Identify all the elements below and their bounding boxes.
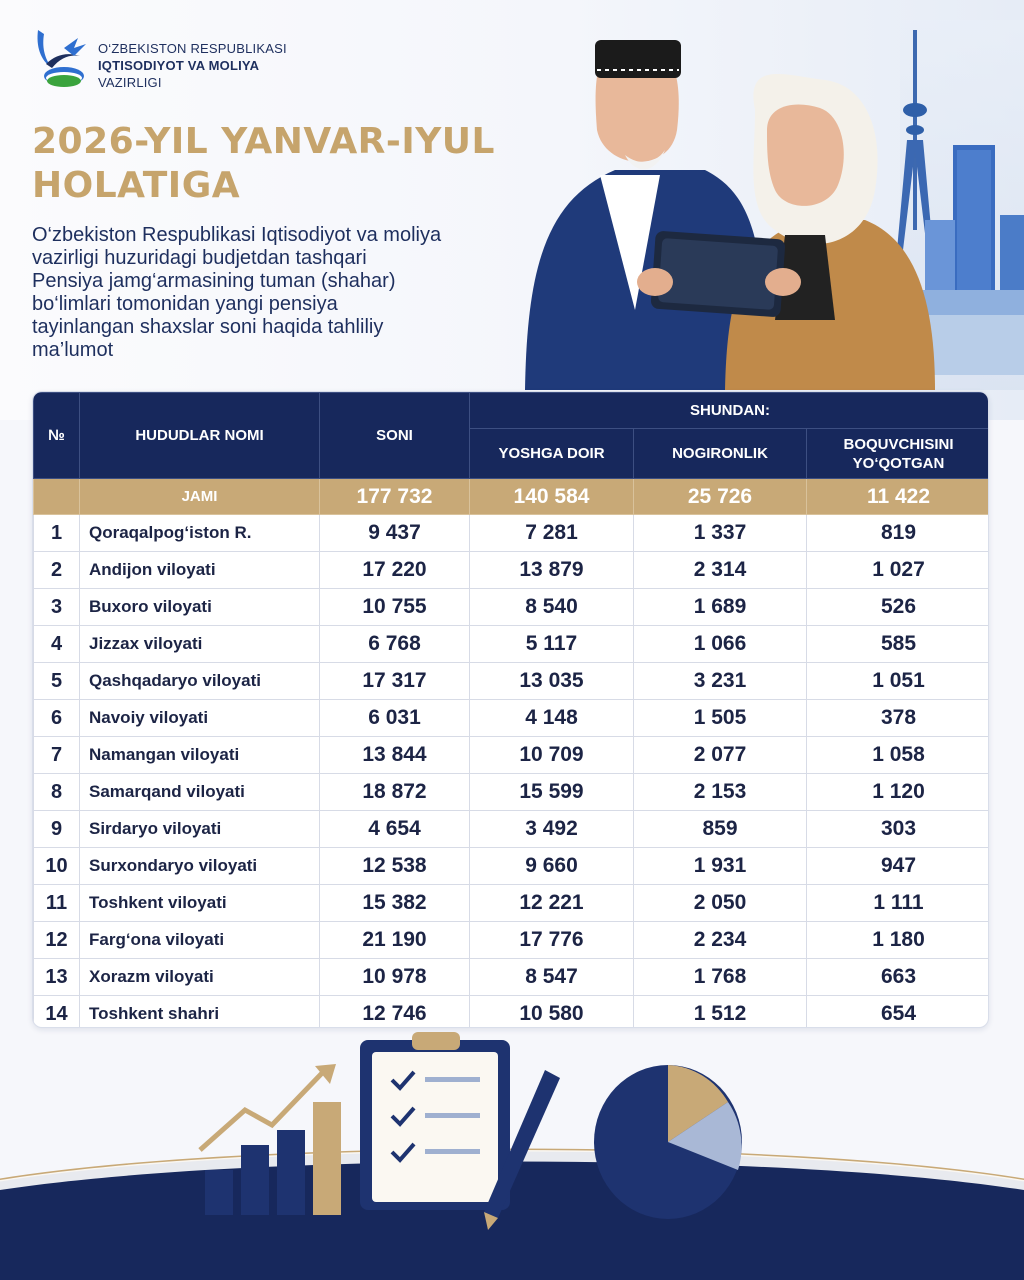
description-line3: Pensiya jamg‘armasining tuman (shahar) (32, 270, 396, 292)
row-number: 12 (34, 922, 80, 959)
survivor-value: 1 058 (807, 737, 990, 774)
survivor-value: 819 (807, 515, 990, 552)
header-region: HUDUDLAR NOMI (80, 393, 320, 479)
page-title (32, 120, 512, 208)
survivor-value: 1 051 (807, 663, 990, 700)
ministry-name-line2: IQTISODIYOT VA MOLIYA (98, 58, 260, 73)
total-disability: 25 726 (634, 479, 807, 515)
survivor-value: 947 (807, 848, 990, 885)
table-row (34, 996, 990, 1029)
count-value: 18 872 (320, 774, 470, 811)
age-value: 4 148 (470, 700, 634, 737)
row-number: 4 (34, 626, 80, 663)
clipboard-checklist-icon (360, 1032, 510, 1210)
row-number: 9 (34, 811, 80, 848)
ministry-logo-icon (34, 24, 96, 94)
survivor-value: 303 (807, 811, 990, 848)
survivor-value: 585 (807, 626, 990, 663)
survivor-value: 1 111 (807, 885, 990, 922)
total-no (34, 479, 80, 515)
disability-value: 1 337 (634, 515, 807, 552)
row-number: 7 (34, 737, 80, 774)
row-number: 3 (34, 589, 80, 626)
page-description (32, 224, 522, 362)
region-name: Andijon viloyati (80, 552, 320, 589)
count-value: 10 978 (320, 959, 470, 996)
count-value: 12 746 (320, 996, 470, 1029)
description-line4: bo‘limlari tomonidan yangi pensiya (32, 293, 338, 315)
row-number: 14 (34, 996, 80, 1029)
count-value: 10 755 (320, 589, 470, 626)
page-title-line2: HOLATIGA (32, 165, 241, 206)
pension-table (32, 391, 989, 1028)
disability-value: 1 512 (634, 996, 807, 1029)
count-value: 15 382 (320, 885, 470, 922)
age-value: 10 709 (470, 737, 634, 774)
age-value: 17 776 (470, 922, 634, 959)
region-name: Buxoro viloyati (80, 589, 320, 626)
region-name: Xorazm viloyati (80, 959, 320, 996)
disability-value: 1 505 (634, 700, 807, 737)
disability-value: 2 234 (634, 922, 807, 959)
row-number: 6 (34, 700, 80, 737)
row-number: 10 (34, 848, 80, 885)
description-line5: tayinlangan shaxslar soni haqida tahliliy (32, 316, 384, 338)
count-value: 6 031 (320, 700, 470, 737)
header-count: SONI (320, 393, 470, 479)
table-row (34, 737, 990, 774)
disability-value: 2 077 (634, 737, 807, 774)
disability-value: 2 153 (634, 774, 807, 811)
table-row (34, 959, 990, 996)
table-row (34, 774, 990, 811)
age-value: 3 492 (470, 811, 634, 848)
table-row (34, 922, 990, 959)
disability-value: 1 689 (634, 589, 807, 626)
age-value: 13 035 (470, 663, 634, 700)
disability-value: 859 (634, 811, 807, 848)
region-name: Jizzax viloyati (80, 626, 320, 663)
count-value: 4 654 (320, 811, 470, 848)
header-survivor-line2: YO‘QOTGAN (852, 454, 945, 472)
table-row (34, 626, 990, 663)
region-name: Qoraqalpog‘iston R. (80, 515, 320, 552)
survivor-value: 1 027 (807, 552, 990, 589)
disability-value: 2 050 (634, 885, 807, 922)
ministry-name (98, 40, 338, 91)
header-no: № (34, 393, 80, 479)
region-name: Toshkent viloyati (80, 885, 320, 922)
table-row (34, 515, 990, 552)
tablet-icon (637, 231, 801, 318)
survivor-value: 1 120 (807, 774, 990, 811)
survivor-value: 526 (807, 589, 990, 626)
disability-value: 2 314 (634, 552, 807, 589)
pension-data-table (33, 392, 989, 1028)
total-survivor: 11 422 (807, 479, 990, 515)
table-row (34, 663, 990, 700)
count-value: 9 437 (320, 515, 470, 552)
age-value: 5 117 (470, 626, 634, 663)
region-name: Qashqadaryo viloyati (80, 663, 320, 700)
region-name: Namangan viloyati (80, 737, 320, 774)
table-row (34, 589, 990, 626)
survivor-value: 378 (807, 700, 990, 737)
bottom-decoration (0, 1030, 1024, 1280)
age-value: 12 221 (470, 885, 634, 922)
region-name: Farg‘ona viloyati (80, 922, 320, 959)
region-name: Surxondaryo viloyati (80, 848, 320, 885)
description-line1: O‘zbekiston Respublikasi Iqtisodiyot va moliya (32, 224, 442, 246)
total-age: 140 584 (470, 479, 634, 515)
table-row (34, 811, 990, 848)
region-name: Toshkent shahri (80, 996, 320, 1029)
count-value: 6 768 (320, 626, 470, 663)
disability-value: 3 231 (634, 663, 807, 700)
pie-chart-icon (594, 1065, 742, 1219)
elderly-couple-illustration (505, 20, 1024, 390)
table-row (34, 885, 990, 922)
count-value: 17 220 (320, 552, 470, 589)
disability-value: 1 931 (634, 848, 807, 885)
header-survivor (807, 429, 990, 479)
row-number: 5 (34, 663, 80, 700)
age-value: 10 580 (470, 996, 634, 1029)
page-title-line1: 2026-YIL YANVAR-IYUL (32, 121, 495, 162)
header-survivor-line1: BOQUVCHISINI (843, 435, 954, 453)
table-row (34, 848, 990, 885)
total-count: 177 732 (320, 479, 470, 515)
age-value: 7 281 (470, 515, 634, 552)
survivor-value: 663 (807, 959, 990, 996)
row-number: 2 (34, 552, 80, 589)
count-value: 12 538 (320, 848, 470, 885)
row-number: 13 (34, 959, 80, 996)
header-age: YOSHGA DOIR (470, 429, 634, 479)
count-value: 17 317 (320, 663, 470, 700)
row-number: 11 (34, 885, 80, 922)
row-number: 8 (34, 774, 80, 811)
ministry-name-line3: VAZIRLIGI (98, 75, 162, 90)
total-row (34, 479, 990, 515)
count-value: 13 844 (320, 737, 470, 774)
survivor-value: 1 180 (807, 922, 990, 959)
survivor-value: 654 (807, 996, 990, 1029)
age-value: 8 547 (470, 959, 634, 996)
header-disability: NOGIRONLIK (634, 429, 807, 479)
table-row (34, 700, 990, 737)
age-value: 8 540 (470, 589, 634, 626)
total-label: JAMI (80, 479, 320, 515)
header-group: SHUNDAN: (470, 393, 990, 429)
table-row (34, 552, 990, 589)
description-line6: ma’lumot (32, 339, 114, 361)
region-name: Sirdaryo viloyati (80, 811, 320, 848)
region-name: Samarqand viloyati (80, 774, 320, 811)
disability-value: 1 066 (634, 626, 807, 663)
age-value: 13 879 (470, 552, 634, 589)
age-value: 9 660 (470, 848, 634, 885)
age-value: 15 599 (470, 774, 634, 811)
count-value: 21 190 (320, 922, 470, 959)
description-line2: vazirligi huzuridagi budjetdan tashqari (32, 247, 367, 269)
row-number: 1 (34, 515, 80, 552)
ministry-name-line1: O‘ZBEKISTON RESPUBLIKASI (98, 41, 287, 56)
disability-value: 1 768 (634, 959, 807, 996)
region-name: Navoiy viloyati (80, 700, 320, 737)
